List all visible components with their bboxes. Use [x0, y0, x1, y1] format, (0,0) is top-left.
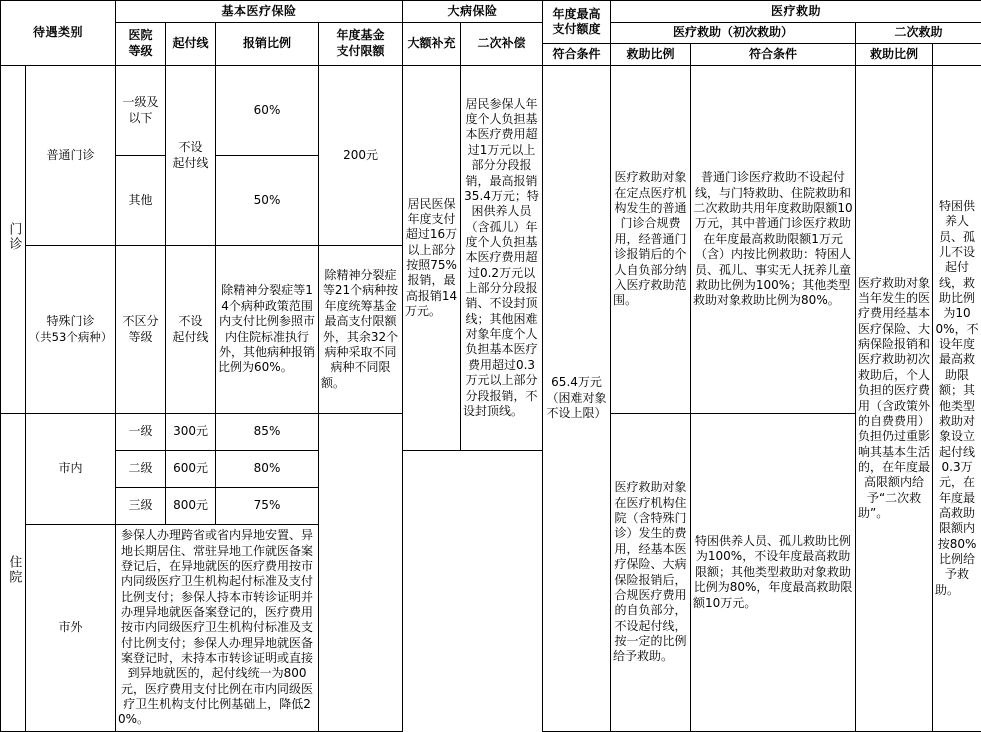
header-annual-max-pay [543, 1, 611, 44]
header-reimbursement-ratio: 报销比例 [216, 22, 319, 65]
cell-no-deductible-special-line1: 不设 [178, 314, 203, 329]
cell-deductible-800: 800元 [166, 488, 216, 525]
header-annual-fund-cap [319, 22, 403, 65]
row-label-in-city: 市内 [26, 414, 116, 525]
cell-annual-cap-inpatient [319, 414, 403, 732]
cell-level-1-and-below [116, 66, 166, 156]
cell-deductible-300: 300元 [166, 414, 216, 451]
cell-assist-condition-outpatient: 医疗救助对象在定点医疗机构发生的普通门诊合规费用，经普通门诊报销后的个人自负部分纳入医疗救助范围。 [611, 66, 691, 414]
cell-annual-cap-general-outpatient: 200元 [319, 66, 403, 246]
group-inpatient [1, 414, 26, 732]
cell-no-deductible-general-line1: 不设 [178, 140, 203, 155]
header-basic-insurance: 基本医疗保险 [116, 1, 403, 23]
cell-level-1-and-below-line1: 一级及 [122, 95, 159, 110]
header-hospital-level-line2: 等级 [128, 43, 153, 58]
row-label-special-outpatient [26, 246, 116, 414]
group-outpatient-label: 门诊 [6, 222, 22, 253]
cell-level-1: 一级 [116, 414, 166, 451]
cell-ratio-other: 50% [216, 156, 319, 246]
cell-no-grading-line2: 等级 [128, 329, 153, 344]
header-hospital-level-line1: 医院 [128, 28, 153, 43]
header-assistance-ratio-first: 救助比例 [611, 44, 691, 66]
row-label-special-outpatient-line1: 特殊门诊 [46, 314, 95, 329]
cell-large-supplement: 居民医保年度支付超过16万以上部分按照75%报销，最高报销14万元。 [403, 66, 461, 451]
header-second-compensation: 二次补偿 [461, 22, 543, 65]
row-label-out-city: 市外 [26, 525, 116, 732]
header-medical-assistance: 医疗救助 [611, 1, 981, 23]
cell-assist-ratio-inpatient: 特困供养人员、孤儿救助比例为100%，不设年度最高救助限额；其他类型救助对象救助比例为80%，年度最高救助限额10万元。 [691, 414, 856, 732]
header-category: 待遇类别 [1, 1, 116, 66]
header-deductible: 起付线 [166, 22, 216, 65]
cell-no-deductible-general [166, 66, 216, 246]
cell-no-grading-line1: 不区分 [122, 314, 159, 329]
cell-second-compensation: 居民参保人年度个人负担基本医疗费用超过1万元以上部分分段报销，最高报销35.4万元；特困供养人员（含孤儿）年度个人负担基本医疗费用超过0.2万元以上部分分段报销、不设封顶线；其他困难对象年度个人负担基本医疗费用超过0.3万元以上部分分段报销，不设封顶线。 [461, 66, 543, 451]
row-label-special-outpatient-line2: （共53个病种） [28, 329, 113, 344]
cell-assist-condition-inpatient: 医疗救助对象在医疗机构住院（含特殊门诊）发生的费用，经基本医疗保险、大病保险报销后，合规医疗费用的自负部分，不设起付线，按一定的比例给予救助。 [611, 414, 691, 732]
row-general-outpatient-level1 [1, 66, 981, 156]
cell-level-3: 三级 [116, 488, 166, 525]
cell-special-outpatient-cap: 除精神分裂症等21个病种按年度统筹基金最高支付限额外，其余32个病种采取不同病种不同限额。 [319, 246, 403, 414]
cell-ratio-85: 85% [216, 414, 319, 451]
cell-level-other: 其他 [116, 156, 166, 246]
cell-level-1-and-below-line2: 以下 [128, 110, 153, 125]
cell-no-deductible-general-line2: 起付线 [172, 155, 209, 170]
cell-special-outpatient-ratio: 除精神分裂症等14个病种政策范围内支付比例参照市内住院标准执行外，其他病种报销比例为60%。 [216, 246, 319, 414]
header-row-1 [1, 1, 981, 23]
cell-ratio-75: 75% [216, 488, 319, 525]
cell-no-grading [116, 246, 166, 414]
cell-out-city-policy: 参保人办理跨省或省内异地安置、异地长期居住、常驻异地工作就医备案登记后，在异地就医的医疗费用按市内同级医疗卫生机构起付标准及支付比例支付；参保人持本市转诊证明并办理异地就医备案登记的，医疗费用按市内同级医疗卫生机构付标准及支付比例支付；参保人办理异地就医备案登记时，未持本市转诊证明或直接到异地就医的，起付线统一为800元，医疗费用支付比例在市内同级医疗卫生机构支付比例基础上，降低20%。 [116, 525, 319, 732]
cell-annual-max-pay: 65.4万元（困难对象不设上限） [543, 66, 611, 732]
header-assistance-first: 医疗救助（初次救助） [611, 22, 856, 44]
cell-level-2: 二级 [116, 451, 166, 488]
header-eligible-condition-second: 符合条件 [691, 44, 856, 66]
cell-no-deductible-special [166, 246, 216, 414]
group-inpatient-label: 住院 [6, 555, 22, 586]
header-assistance-ratio-second: 救助比例 [856, 44, 933, 66]
group-outpatient [1, 66, 26, 414]
cell-ratio-80: 80% [216, 451, 319, 488]
header-annual-fund-cap-line1: 年度基金 [336, 28, 385, 43]
cell-assist-ratio-outpatient: 普通门诊医疗救助不设起付线，与门特救助、住院救助和二次救助共用年度救助限额10万元，其中普通门诊医疗救助在年度最高救助限额1万元（含）内按比例救助：特困人员、孤儿、事实无人抚养儿童救助比例为100%；其他类型救助对象救助比例为80%。 [691, 66, 856, 414]
cell-second-assist-condition: 医疗救助对象当年发生的医疗费用经基本医疗保险、大病保险报销和医疗救助初次救助后，个人负担的医疗费用（含政策外的自费费用）负担仍过重影响其基本生活的，在年度最高限额内给予“二次救助”。 [856, 66, 933, 732]
header-row-2 [1, 22, 981, 44]
row-label-general-outpatient: 普通门诊 [26, 66, 116, 246]
header-critical-illness: 大病保险 [403, 1, 543, 23]
header-eligible-condition-first: 符合条件 [543, 44, 611, 66]
cell-ratio-level1-below: 60% [216, 66, 319, 156]
header-annual-max-pay-line2: 支付额度 [552, 22, 601, 37]
cell-second-assist-ratio: 特困供养人员、孤儿不设起付线，救助比例为100%，不设年度最高救助限额；其他类型救助对象设立起付线0.3万元，在年度最高救助限额内按80%比例给予救助。 [933, 66, 981, 732]
header-annual-fund-cap-line2: 支付限额 [336, 43, 385, 58]
header-assistance-second: 二次救助 [856, 22, 981, 44]
header-large-supplement: 大额补充 [403, 22, 461, 65]
header-hospital-level [116, 22, 166, 65]
cell-no-deductible-special-line2: 起付线 [172, 329, 209, 344]
header-annual-max-pay-line1: 年度最高 [552, 6, 601, 21]
cell-deductible-600: 600元 [166, 451, 216, 488]
